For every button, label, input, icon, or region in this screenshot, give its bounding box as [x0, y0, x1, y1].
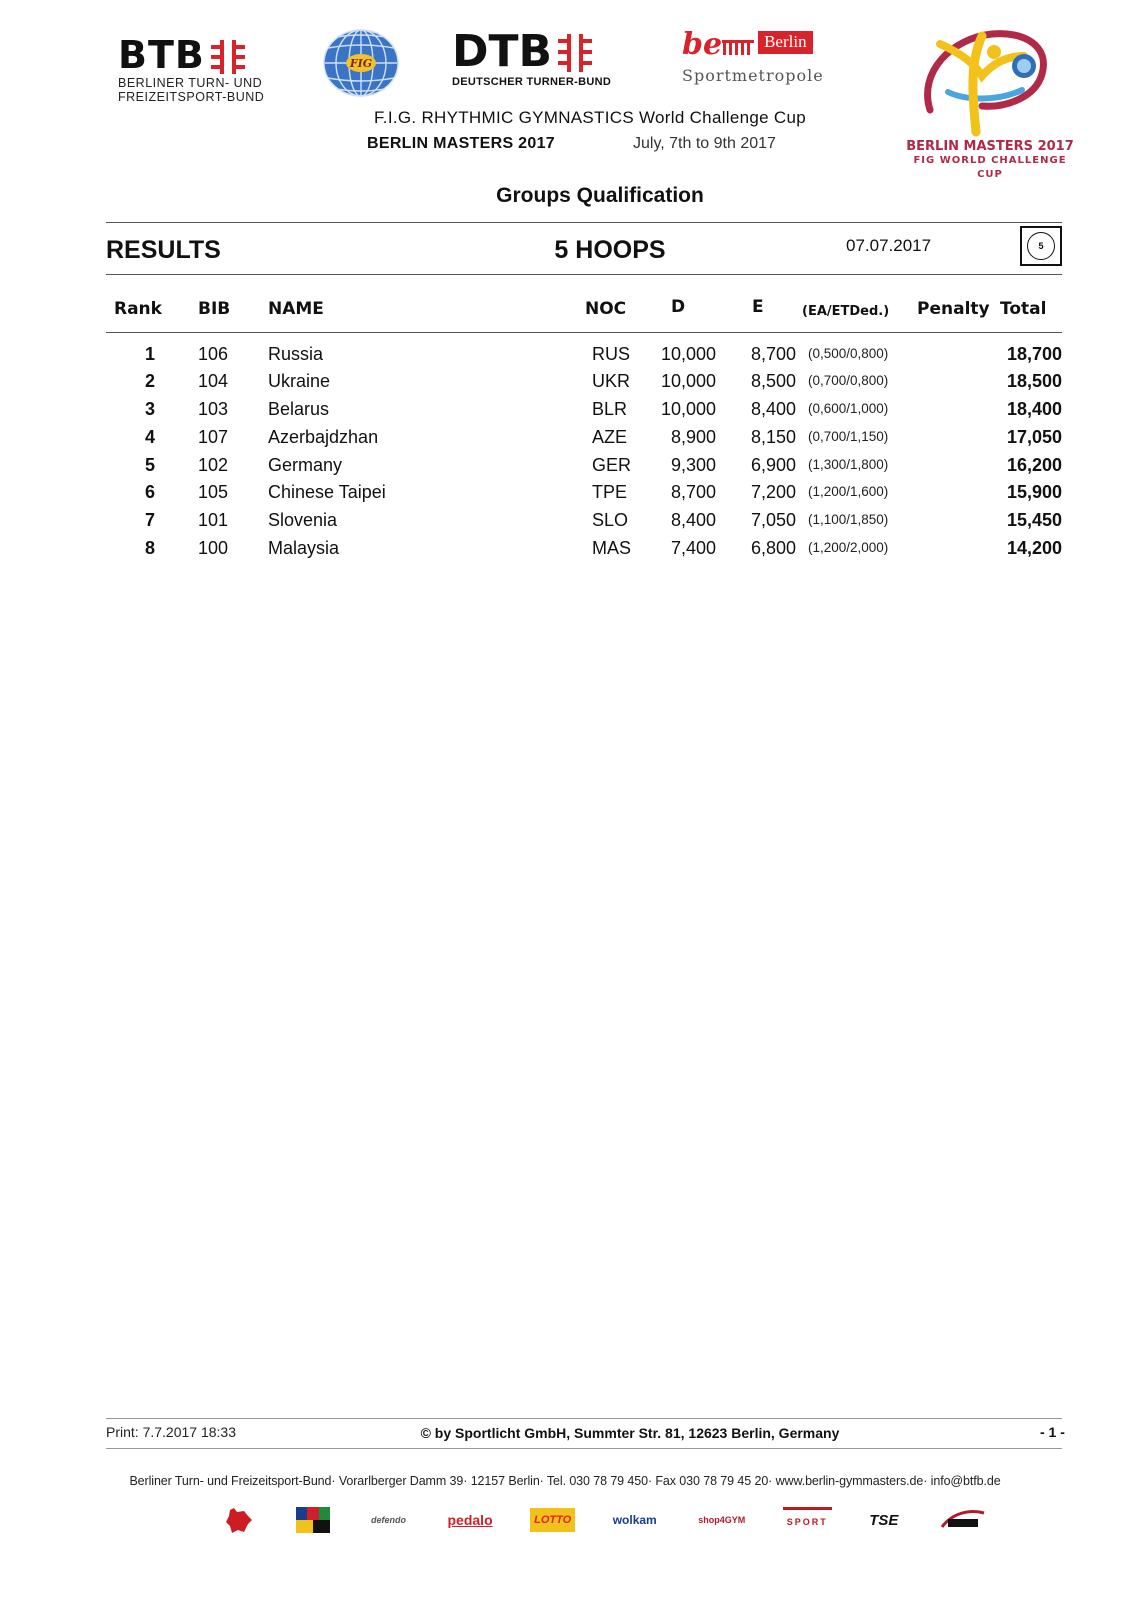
cell-deductions: (0,500/0,800): [808, 346, 889, 361]
divider-header: [106, 332, 1062, 333]
cell-deductions: (1,100/1,850): [808, 512, 889, 527]
be-berlin-logo: [682, 27, 824, 85]
cell-noc: RUS: [592, 344, 631, 364]
table-row: [0, 455, 1130, 483]
cell-name: Belarus: [268, 399, 330, 419]
dtb-cross-icon: [558, 34, 592, 72]
hoop-icon-number: 5: [1038, 241, 1044, 251]
cell-bib: 104: [198, 371, 229, 391]
btb-line-1: BERLINER TURN- UND: [118, 76, 263, 90]
apparatus-label: 5 HOOPS: [554, 236, 666, 264]
cell-rank: 3: [144, 399, 155, 419]
header-noc: NOC: [585, 299, 627, 319]
turner-cross-icon: [211, 40, 245, 74]
btb-word: BTB: [118, 33, 205, 77]
cell-total: 15,900: [1006, 482, 1062, 502]
cell-total: 18,400: [1006, 399, 1062, 419]
fig-globe-logo: [322, 28, 400, 98]
cell-rank: 8: [144, 538, 155, 558]
cell-deductions: (1,200/2,000): [808, 540, 889, 555]
cell-noc: MAS: [592, 538, 632, 558]
header-bib: BIB: [198, 299, 231, 319]
cell-e: 7,200: [750, 482, 796, 502]
divider-results: [106, 274, 1062, 275]
cell-noc: GER: [592, 455, 632, 475]
table-row: [0, 427, 1130, 455]
sponsor-sport: SPORT: [783, 1507, 832, 1534]
header-rank: Rank: [114, 299, 162, 319]
berlin-masters-line-2: FIG WORLD CHALLENGE CUP: [913, 155, 1067, 180]
sponsor-pedalo: pedalo: [447, 1512, 493, 1528]
cell-deductions: (0,700/1,150): [808, 429, 889, 444]
table-row: [0, 344, 1130, 372]
cell-bib: 103: [198, 399, 229, 419]
cell-name: Ukraine: [268, 371, 331, 391]
cell-noc: SLO: [592, 510, 629, 530]
bars-icon: [722, 35, 754, 55]
cell-e: 6,800: [750, 538, 796, 558]
cell-total: 15,450: [1006, 510, 1062, 530]
cell-name: Germany: [268, 455, 343, 475]
dtb-subtitle: DEUTSCHER TURNER-BUND: [452, 76, 612, 88]
cell-bib: 107: [198, 427, 229, 447]
cell-noc: UKR: [592, 371, 631, 391]
header-deductions: (EA/ETDed.): [802, 304, 890, 319]
berlin-masters-logo: [912, 22, 1062, 140]
event-dates: July, 7th to 9th 2017: [633, 135, 776, 152]
sponsor-berliner-baer: [220, 1508, 258, 1532]
sponsor-lotto: LOTTO: [530, 1508, 575, 1532]
sponsor-defendo: defendo: [371, 1515, 406, 1525]
cell-d: 10,000: [660, 371, 716, 391]
cell-deductions: (1,300/1,800): [808, 457, 889, 472]
cell-d: 8,900: [670, 427, 716, 447]
cell-rank: 2: [144, 371, 155, 391]
cell-noc: AZE: [592, 427, 628, 447]
header-penalty: Penalty: [917, 299, 990, 319]
cell-e: 8,700: [750, 344, 796, 364]
print-timestamp: Print: 7.7.2017 18:33: [106, 1424, 236, 1440]
cell-bib: 100: [198, 538, 229, 558]
cell-e: 7,050: [750, 510, 796, 530]
cell-d: 8,400: [670, 510, 716, 530]
cell-total: 17,050: [1006, 427, 1062, 447]
copyright: © by Sportlicht GmbH, Summter Str. 81, 12623 Berlin, Germany: [420, 1425, 840, 1441]
sponsor-sportworld: [936, 1508, 990, 1532]
cell-d: 8,700: [670, 482, 716, 502]
cell-bib: 102: [198, 455, 229, 475]
color-blocks-icon: [296, 1507, 330, 1533]
sponsor-tse: TSE: [869, 1511, 899, 1529]
section-title: Groups Qualification: [496, 184, 704, 207]
berlin-masters-title: [900, 140, 1080, 182]
cell-rank: 4: [144, 427, 155, 447]
table-row: [0, 510, 1130, 538]
hoop-icon: [1027, 232, 1055, 260]
bear-icon: [224, 1506, 254, 1534]
table-row: [0, 482, 1130, 510]
sportmetropole-text: Sportmetropole: [682, 66, 824, 85]
btb-logo: [118, 33, 265, 104]
organizer-address: Berliner Turn- und Freizeitsport-Bund· Vorarlberger Damm 39· 12157 Berlin· Tel. 030 78 79 450· Fax 030 78 79 45 20· www.berlin-gymmasters.de· info@btfb.de: [129, 1474, 1001, 1488]
cell-d: 10,000: [660, 344, 716, 364]
dtb-word: DTB: [452, 26, 553, 77]
cell-deductions: (0,600/1,000): [808, 401, 889, 416]
results-date: 07.07.2017: [846, 236, 932, 255]
cell-rank: 5: [144, 455, 155, 475]
be-word: be: [682, 27, 723, 62]
cell-total: 18,500: [1006, 371, 1062, 391]
cell-total: 16,200: [1006, 455, 1062, 475]
cell-e: 8,150: [750, 427, 796, 447]
event-subtitle: BERLIN MASTERS 2017: [367, 135, 555, 152]
cell-e: 8,500: [750, 371, 796, 391]
header-name: NAME: [268, 299, 324, 319]
table-row: [0, 399, 1130, 427]
header-e: E: [752, 297, 764, 317]
event-title: F.I.G. RHYTHMIC GYMNASTICS World Challenge Cup: [374, 108, 806, 127]
cell-name: Slovenia: [268, 510, 338, 530]
cell-deductions: (0,700/0,800): [808, 373, 889, 388]
sponsor-wolkam: wolkam: [612, 1513, 657, 1527]
page-number: - 1 -: [1040, 1424, 1065, 1440]
results-label: RESULTS: [106, 236, 221, 264]
cell-total: 18,700: [1006, 344, 1062, 364]
sponsor-shop4gym: shop4GYM: [698, 1515, 746, 1525]
berlin-masters-line-1: BERLIN MASTERS 2017: [906, 139, 1074, 154]
header-d: D: [671, 297, 686, 317]
cell-e: 8,400: [750, 399, 796, 419]
table-row: [0, 371, 1130, 399]
cell-name: Azerbajdzhan: [268, 427, 379, 447]
cell-name: Malaysia: [268, 538, 340, 558]
cell-bib: 105: [198, 482, 229, 502]
dtb-logo: [452, 26, 612, 88]
berlin-box: Berlin: [758, 31, 813, 54]
cell-noc: TPE: [592, 482, 628, 502]
cell-noc: BLR: [592, 399, 628, 419]
cell-d: 9,300: [670, 455, 716, 475]
cell-deductions: (1,200/1,600): [808, 484, 889, 499]
divider-top: [106, 222, 1062, 223]
cell-total: 14,200: [1006, 538, 1062, 558]
cell-rank: 7: [144, 510, 155, 530]
cell-rank: 6: [144, 482, 155, 502]
cell-d: 7,400: [670, 538, 716, 558]
divider-footer-top: [106, 1418, 1062, 1419]
cell-d: 10,000: [660, 399, 716, 419]
apparatus-icon-box: [1020, 226, 1062, 266]
swoosh-icon: [940, 1507, 986, 1533]
divider-footer-bottom: [106, 1448, 1062, 1449]
cell-bib: 101: [198, 510, 229, 530]
cell-bib: 106: [198, 344, 229, 364]
sponsor-strip: [220, 1500, 990, 1540]
btb-line-2: FREIZEITSPORT-BUND: [118, 90, 265, 104]
cell-name: Russia: [268, 344, 324, 364]
sponsor-colour-blocks: [292, 1508, 334, 1532]
table-row: [0, 538, 1130, 566]
cell-e: 6,900: [750, 455, 796, 475]
cell-name: Chinese Taipei: [268, 482, 386, 502]
header-total: Total: [1000, 299, 1047, 319]
fig-text: FIG: [349, 57, 373, 70]
cell-rank: 1: [144, 344, 155, 364]
